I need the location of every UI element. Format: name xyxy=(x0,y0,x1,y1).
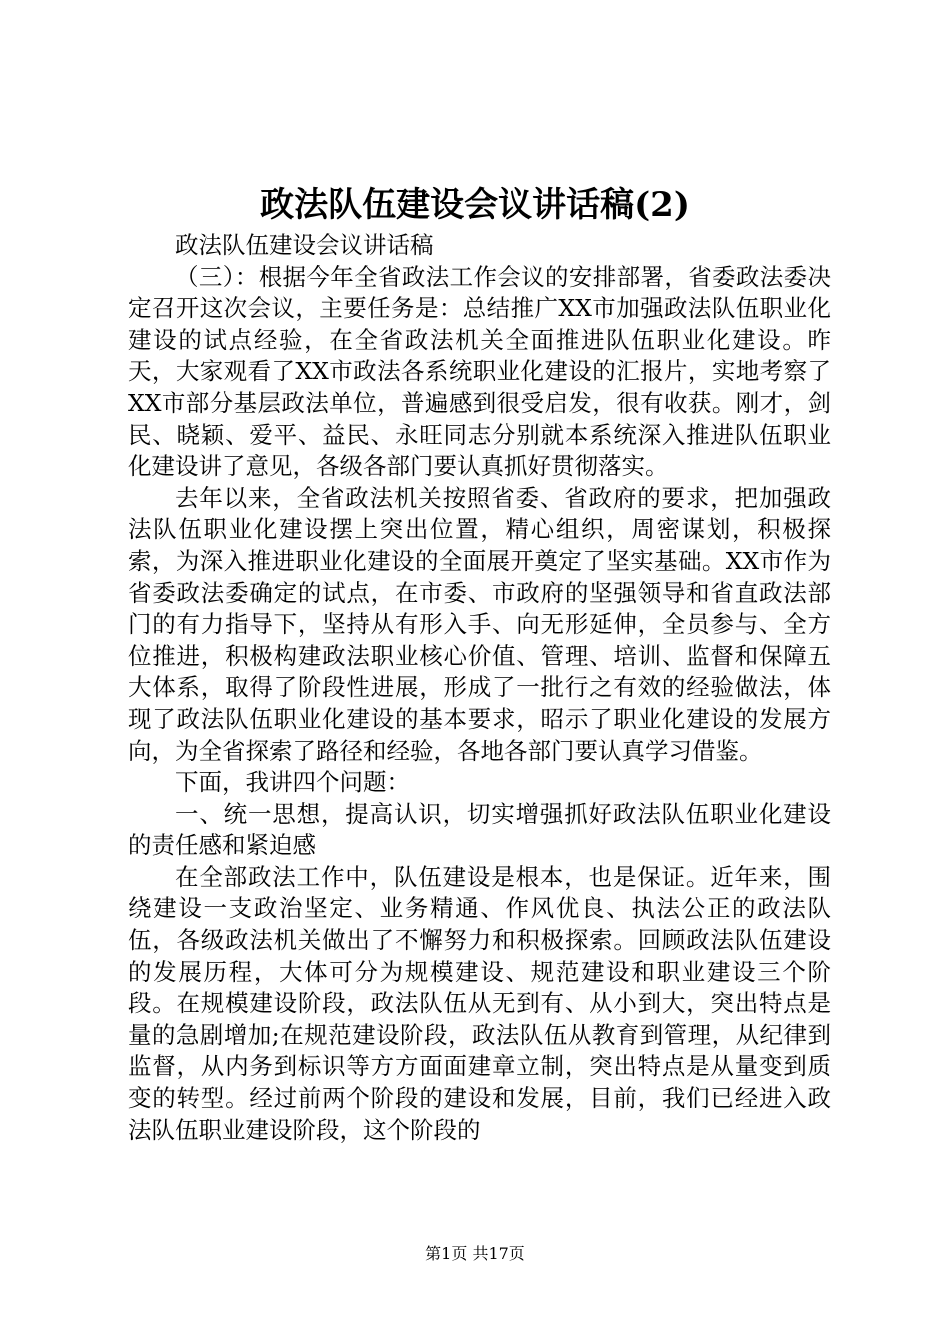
paragraph-subtitle: 政法队伍建设会议讲话稿 xyxy=(175,231,434,259)
page-footer: 第1页 共17页 xyxy=(425,1244,525,1263)
paragraph-review: 去年以来，全省政法机关按照省委、省政府的要求，把加强政法队伍职业化建设摆上突出位置，精心组织，周密谋划，积极探索，为深入推进职业化建设的全面展开奠定了坚实基础。XX市作为省委政法委确定的试点，在市委、市政府的坚强领导和省直政法部门的有力指导下，坚持从有形入手、向无形延伸，全员参与、全方位推进，积极构建政法职业核心价值、管理、培训、监督和保障五大体系，取得了阶段性进展，形成了一批行之有效的经验做法，体现了政法队伍职业化建设的基本要求，昭示了职业化建设的发展方向，为全省探索了路径和经验，各地各部门要认真学习借鉴。 xyxy=(128,483,831,765)
document-body xyxy=(128,230,831,1146)
paragraph-intro: （三）：根据今年全省政法工作会议的安排部署，省委政法委决定召开这次会议，主要任务是：总结推广XX市加强政法队伍职业化建设的试点经验，在全省政法机关全面推进队伍职业化建设。昨天，大家观看了XX市政法各系统职业化建设的汇报片，实地考察了XX市部分基层政法单位，普遍感到很受启发，很有收获。刚才，剑民、晓颖、爱平、益民、永旺同志分别就本系统深入推进队伍职业化建设讲了意见，各级各部门要认真抓好贯彻落实。 xyxy=(128,262,831,481)
document-title: 政法队伍建设会议讲话稿(2) xyxy=(260,185,690,225)
paragraph-section-heading-1: 一、统一思想，提高认识，切实增强抓好政法队伍职业化建设的责任感和紧迫感 xyxy=(128,799,831,860)
paragraph-section-1-body: 在全部政法工作中，队伍建设是根本，也是保证。近年来，围绕建设一支政治坚定、业务精通、作风优良、执法公正的政法队伍，各级政法机关做出了不懈努力和积极探索。回顾政法队伍建设的发展历程，大体可分为规模建设、规范建设和职业建设三个阶段。在规模建设阶段，政法队伍从无到有、从小到大，突出特点是量的急剧增加;在规范建设阶段，政法队伍从教育到管理，从纪律到监督，从内务到标识等方方面面建章立制，突出特点是从量变到质变的转型。经过前两个阶段的建设和发展，目前，我们已经进入政法队伍职业建设阶段，这个阶段的 xyxy=(128,862,831,1144)
paragraph-topics-lead: 下面，我讲四个问题： xyxy=(175,768,410,797)
